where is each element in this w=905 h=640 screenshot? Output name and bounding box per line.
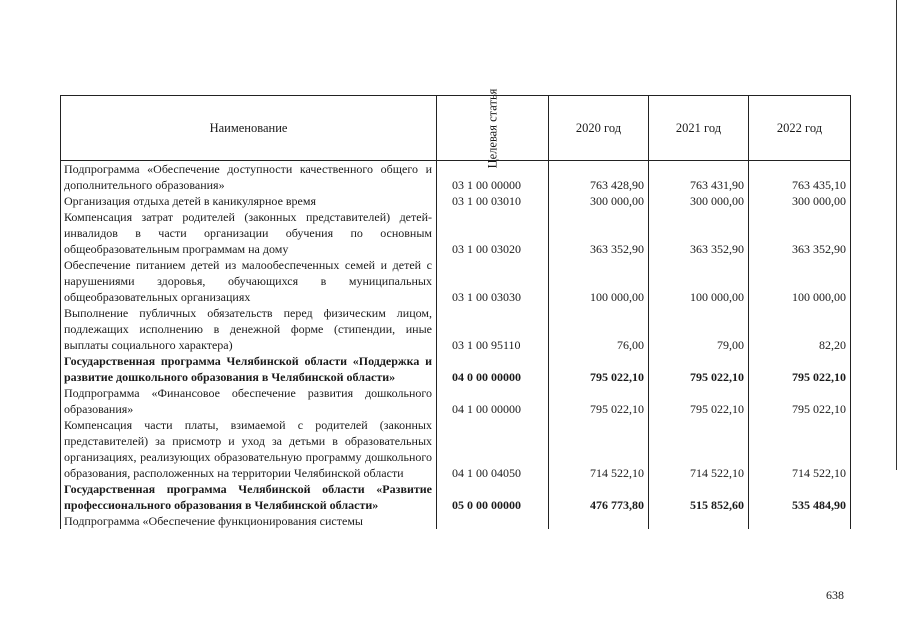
row-value-2022 (749, 513, 851, 529)
row-value-2020: 714 522,10 (549, 417, 649, 481)
row-name: Обеспечение питанием детей из малообеспеченных семей и детей с нарушениями здоровья, обучающихся в муниципальных общеобразовательных организациях (61, 257, 437, 305)
row-name: Компенсация затрат родителей (законных представителей) детей-инвалидов в части организации обучения по основным общеобразовательным программам на дому (61, 209, 437, 257)
header-target (437, 88, 549, 169)
row-code (437, 513, 549, 529)
table-row (61, 513, 851, 529)
row-name: Организация отдыха детей в каникулярное время (61, 193, 437, 209)
row-name: Выполнение публичных обязательств перед физическим лицом, подлежащих исполнению в денежной форме (стипендии, иные выплаты социального характера) (61, 305, 437, 353)
row-value-2022: 300 000,00 (749, 193, 851, 209)
table-row-program (61, 353, 851, 385)
row-value-2021: 763 431,90 (649, 161, 749, 194)
header-year-2021: 2021 год (649, 96, 749, 161)
margin-line (896, 0, 897, 470)
row-value-2020: 795 022,10 (549, 353, 649, 385)
row-value-2020: 763 428,90 (549, 161, 649, 194)
header-name: Наименование (61, 96, 437, 161)
row-value-2020: 76,00 (549, 305, 649, 353)
row-value-2020: 363 352,90 (549, 209, 649, 257)
row-value-2021: 300 000,00 (649, 193, 749, 209)
table-row-program (61, 481, 851, 513)
table-row (61, 417, 851, 481)
row-value-2020: 300 000,00 (549, 193, 649, 209)
row-value-2020: 795 022,10 (549, 385, 649, 417)
row-value-2022: 100 000,00 (749, 257, 851, 305)
row-code: 04 0 00 00000 (437, 353, 549, 385)
row-value-2020: 100 000,00 (549, 257, 649, 305)
table-row (61, 305, 851, 353)
row-code: 04 1 00 00000 (437, 385, 549, 417)
row-code: 03 1 00 00000 (437, 161, 549, 194)
row-name: Подпрограмма «Обеспечение функционирования системы (61, 513, 437, 529)
row-value-2022: 714 522,10 (749, 417, 851, 481)
table-row (61, 209, 851, 257)
header-year-2020: 2020 год (549, 96, 649, 161)
row-name: Государственная программа Челябинской области «Поддержка и развитие дошкольного образования в Челябинской области» (61, 353, 437, 385)
row-value-2021: 363 352,90 (649, 209, 749, 257)
table-row (61, 193, 851, 209)
table-row (61, 385, 851, 417)
row-name: Компенсация части платы, взимаемой с родителей (законных представителей) за присмотр и уход за детьми в образовательных организациях, реализующих образовательную программу дошкольного образования, расположенных на территории Челябинской области (61, 417, 437, 481)
row-code: 03 1 00 95110 (437, 305, 549, 353)
row-code: 03 1 00 03020 (437, 209, 549, 257)
row-value-2021: 515 852,60 (649, 481, 749, 513)
row-value-2020: 476 773,80 (549, 481, 649, 513)
row-code: 04 1 00 04050 (437, 417, 549, 481)
row-code: 05 0 00 00000 (437, 481, 549, 513)
budget-table (60, 88, 851, 529)
row-value-2022: 82,20 (749, 305, 851, 353)
row-value-2022: 535 484,90 (749, 481, 851, 513)
row-value-2021 (649, 513, 749, 529)
row-code: 03 1 00 03030 (437, 257, 549, 305)
header-target-label: Целевая статья (484, 88, 499, 169)
table-row (61, 161, 851, 194)
row-name: Подпрограмма «Финансовое обеспечение развития дошкольного образования» (61, 385, 437, 417)
row-value-2021: 714 522,10 (649, 417, 749, 481)
row-name: Подпрограмма «Обеспечение доступности качественного общего и дополнительного образования» (61, 161, 437, 194)
row-code: 03 1 00 03010 (437, 193, 549, 209)
row-value-2022: 795 022,10 (749, 353, 851, 385)
row-value-2021: 795 022,10 (649, 353, 749, 385)
table-row (61, 257, 851, 305)
row-value-2021: 79,00 (649, 305, 749, 353)
row-value-2022: 795 022,10 (749, 385, 851, 417)
row-value-2020 (549, 513, 649, 529)
row-name: Государственная программа Челябинской области «Развитие профессионального образования в Челябинской области» (61, 481, 437, 513)
header-year-2022: 2022 год (749, 96, 851, 161)
table-header-row (61, 96, 851, 161)
page-number: 638 (826, 588, 844, 602)
row-value-2022: 363 352,90 (749, 209, 851, 257)
row-value-2021: 100 000,00 (649, 257, 749, 305)
row-value-2021: 795 022,10 (649, 385, 749, 417)
row-value-2022: 763 435,10 (749, 161, 851, 194)
